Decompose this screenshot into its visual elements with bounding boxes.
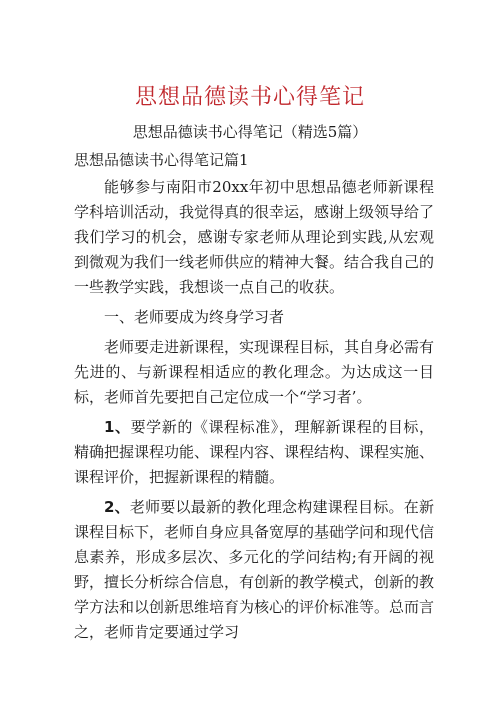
paragraph	[74, 305, 434, 330]
paragraph-text: 一、老师要成为终身学习者	[104, 308, 285, 326]
paragraph	[74, 495, 434, 645]
paragraph-number: 2、	[104, 498, 130, 516]
paragraph-text: 老师要走进新课程，实现课程目标，其自身必需有先进的、与新课程相适应的教化理念。为达成这一目标，老师首先要把自己定位成一个“学习者’。	[74, 338, 435, 406]
document-subtitle: 思想品德读书心得笔记（精选5篇）	[132, 123, 368, 141]
paragraph	[74, 175, 434, 300]
paragraph-text: 老师要以最新的教化理念构建课程目标。在新课程目标下，老师自身应具备宽厚的基础学问和现代信息素养，形成多层次、多元化的学问结构;有开阔的视野，擅长分析综合信息，有创新的教学模式，创新的教学方法和以创新思维培育为核心的评价标准等。总而言之，老师肯定要通过学习	[74, 498, 435, 641]
paragraph-number: 1、	[104, 418, 131, 436]
paragraph-text: 能够参与南阳市20xx年初中思想品德老师新课程学科培训活动，我觉得真的很幸运，感谢上级领导给了我们学习的机会，感谢专家老师从理论到实践,从宏观到微观为我们一线老师供应的精神大餐。结合我自己的一些教学实践，我想谈一点自己的收获。	[74, 178, 435, 296]
paragraph	[74, 335, 434, 410]
body-text	[74, 175, 434, 645]
paragraph-text: 要学新的《课程标准》，理解新课程的目标，精确把握课程功能、课程内容、课程结构、课程实施、课程评价，把握新课程的精髓。	[74, 418, 435, 486]
paragraph	[74, 415, 434, 490]
section-heading: 思想品德读书心得笔记篇1	[74, 151, 249, 169]
document-title: 思想品德读书心得笔记	[134, 85, 365, 110]
